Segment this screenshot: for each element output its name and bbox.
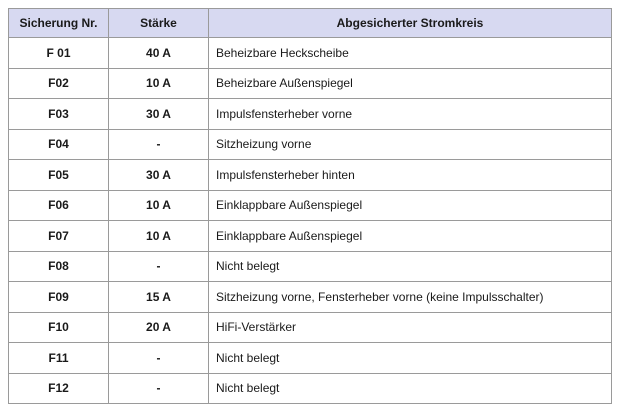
fuse-number-cell: F12 [9, 373, 109, 404]
fuse-number-cell: F04 [9, 129, 109, 160]
circuit-cell: Nicht belegt [209, 343, 612, 374]
table-row [9, 190, 612, 221]
circuit-cell: Nicht belegt [209, 373, 612, 404]
header-amperage: Stärke [109, 9, 209, 38]
fuse-number-cell: F09 [9, 282, 109, 313]
amperage-cell: - [109, 373, 209, 404]
circuit-cell: Beheizbare Heckscheibe [209, 38, 612, 69]
amperage-cell: 30 A [109, 160, 209, 191]
amperage-cell: - [109, 251, 209, 282]
amperage-cell: 10 A [109, 190, 209, 221]
circuit-cell: Einklappbare Außenspiegel [209, 190, 612, 221]
table-row [9, 160, 612, 191]
table-row [9, 68, 612, 99]
amperage-cell: - [109, 129, 209, 160]
amperage-cell: 30 A [109, 99, 209, 130]
table-row [9, 99, 612, 130]
amperage-cell: 20 A [109, 312, 209, 343]
fuse-number-cell: F06 [9, 190, 109, 221]
circuit-cell: Sitzheizung vorne [209, 129, 612, 160]
fuse-table [8, 8, 612, 404]
circuit-cell: Sitzheizung vorne, Fensterheber vorne (keine Impulsschalter) [209, 282, 612, 313]
table-row [9, 38, 612, 69]
fuse-number-cell: F02 [9, 68, 109, 99]
fuse-number-cell: F 01 [9, 38, 109, 69]
circuit-cell: Impulsfensterheber vorne [209, 99, 612, 130]
table-row [9, 221, 612, 252]
amperage-cell: 40 A [109, 38, 209, 69]
fuse-number-cell: F08 [9, 251, 109, 282]
amperage-cell: 10 A [109, 68, 209, 99]
circuit-cell: Beheizbare Außenspiegel [209, 68, 612, 99]
circuit-cell: Einklappbare Außenspiegel [209, 221, 612, 252]
table-row [9, 312, 612, 343]
header-protected-circuit: Abgesicherter Stromkreis [209, 9, 612, 38]
fuse-number-cell: F05 [9, 160, 109, 191]
table-body [9, 38, 612, 404]
fuse-number-cell: F07 [9, 221, 109, 252]
fuse-number-cell: F03 [9, 99, 109, 130]
header-row [9, 9, 612, 38]
table-row [9, 373, 612, 404]
amperage-cell: 10 A [109, 221, 209, 252]
header-fuse-number: Sicherung Nr. [9, 9, 109, 38]
amperage-cell: 15 A [109, 282, 209, 313]
circuit-cell: HiFi-Verstärker [209, 312, 612, 343]
table-row [9, 343, 612, 374]
fuse-number-cell: F10 [9, 312, 109, 343]
circuit-cell: Nicht belegt [209, 251, 612, 282]
fuse-number-cell: F11 [9, 343, 109, 374]
amperage-cell: - [109, 343, 209, 374]
circuit-cell: Impulsfensterheber hinten [209, 160, 612, 191]
table-header [9, 9, 612, 38]
table-row [9, 129, 612, 160]
table-row [9, 282, 612, 313]
table-row [9, 251, 612, 282]
